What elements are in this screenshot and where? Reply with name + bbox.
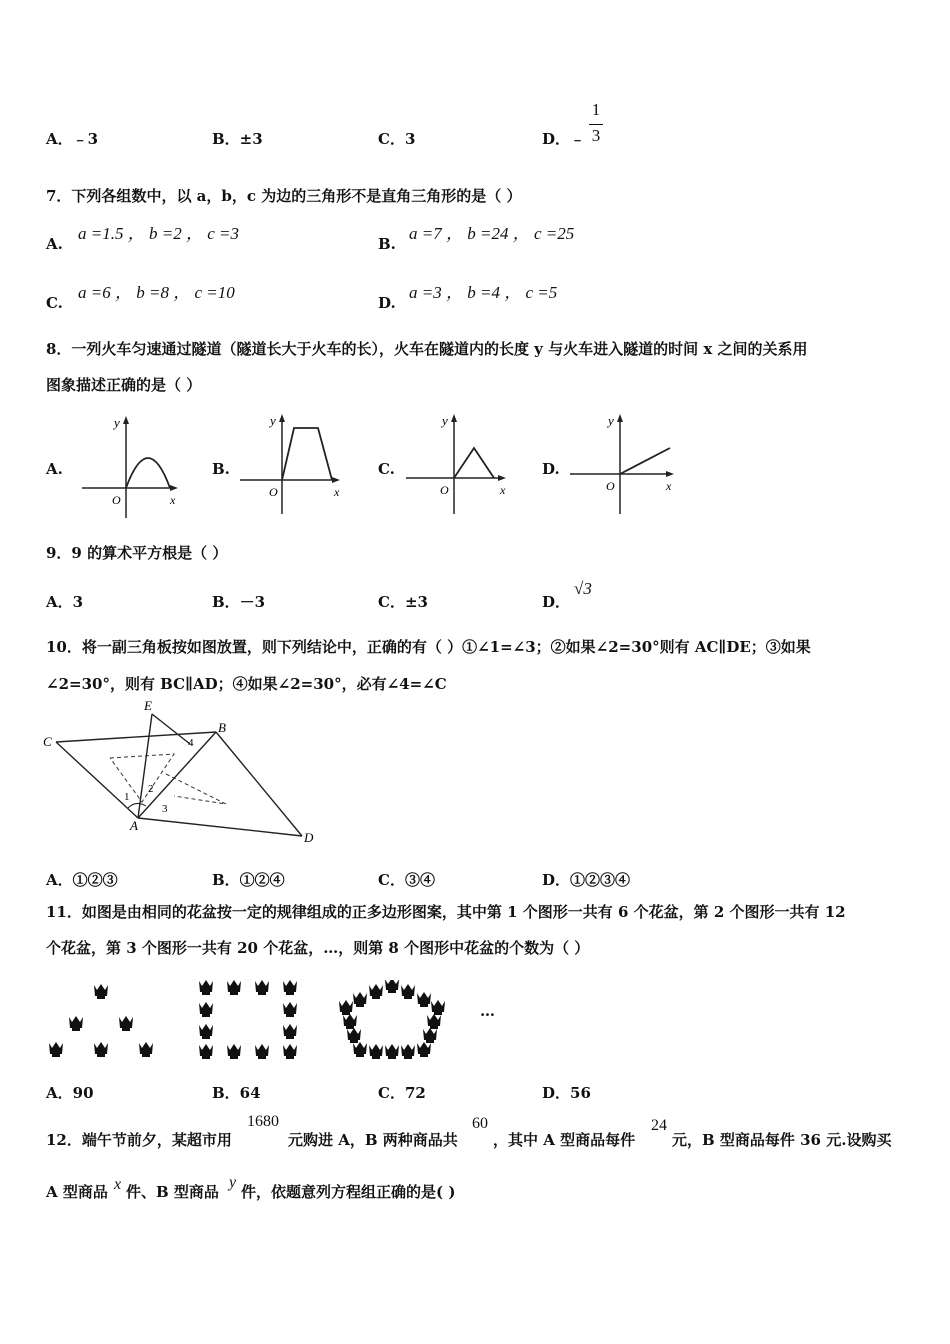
q11-stem-line2: 个花盆，第 3 个图形一共有 20 个花盆，…，则第 8 个图形中花盆的个数为（ ） (46, 939, 590, 957)
q11-ellipsis: … (480, 1002, 495, 1020)
q10-triangle-figure (40, 700, 330, 850)
y-axis-label: y (608, 413, 614, 428)
label-angle-1: 1 (124, 791, 130, 803)
q8-option-a-label: A. (46, 460, 63, 478)
q9-option-c: C．±3 (378, 593, 428, 611)
q12-text-part3: ，其中 A 型商品每件 (493, 1131, 636, 1149)
q6-option-d-numerator: 1 (591, 100, 601, 119)
q7-option-a-label: A. (46, 235, 63, 253)
q11-stem-line1: 11．如图是由相同的花盆按一定的规律组成的正多边形图案，其中第 1 个图形一共有 6 个花盆，第 2 个图形一共有 12 (46, 903, 846, 921)
pattern-triangle (49, 984, 153, 1057)
q7-option-a-math: a =1.5 ， b =2 ， c =3 (78, 224, 239, 243)
label-angle-4: 4 (188, 737, 194, 749)
q12-number-60: 60 (472, 1115, 488, 1132)
q10-stem-line2: ∠2=30°，则有 BC∥AD；④如果∠2=30°，必有∠4=∠C (46, 675, 447, 693)
q8-graph-b (236, 408, 348, 520)
q8-stem-line2: 图象描述正确的是（ ） (46, 376, 202, 394)
q6-option-a: A．﹣3 (46, 130, 99, 148)
pattern-pentagon (339, 980, 445, 1059)
q12-line2-part1: A 型商品 (46, 1183, 108, 1201)
q12-number-1680: 1680 (247, 1113, 279, 1130)
pattern-square (199, 980, 297, 1059)
x-axis-label: x (666, 479, 672, 493)
q6-option-b: B．±3 (212, 130, 263, 148)
origin-label: O (440, 483, 449, 497)
y-axis-label: y (442, 413, 448, 428)
q6-option-d-prefix: D．﹣ (542, 130, 586, 148)
q8-graph-d (566, 408, 682, 520)
fraction-bar (589, 124, 603, 125)
q12-line2-part3: 件，依题意列方程组正确的是( ) (241, 1183, 456, 1201)
q6-option-d-denominator: 3 (591, 126, 601, 145)
q12-text-part4: 元，B 型商品每件 36 元.设购买 (672, 1131, 892, 1149)
q9-option-a: A．3 (46, 593, 84, 611)
q7-stem: 7．下列各组数中，以 a，b，c 为边的三角形不是直角三角形的是（ ） (46, 187, 522, 205)
q9-option-b: B．－3 (212, 593, 266, 611)
x-axis-label: x (500, 483, 506, 497)
q8-option-b-label: B. (212, 460, 230, 478)
q12-line2-part2: 件、B 型商品 (126, 1183, 219, 1201)
x-axis-label: x (334, 485, 340, 499)
origin-label: O (269, 485, 278, 499)
q12-number-24: 24 (651, 1117, 667, 1134)
label-angle-2: 2 (148, 783, 154, 795)
origin-label: O (112, 493, 121, 507)
label-c: C (43, 734, 52, 749)
y-axis-label: y (114, 415, 120, 430)
q11-option-a: A．90 (46, 1084, 94, 1102)
q11-option-b: B．64 (212, 1084, 261, 1102)
q11-option-d: D．56 (542, 1084, 591, 1102)
q12-text-part2: 元购进 A，B 两种商品共 (288, 1131, 458, 1149)
q9-option-d-math: √3 (574, 579, 592, 598)
q8-option-c-label: C. (378, 460, 395, 478)
q7-option-d-math: a =3 ， b =4 ， c =5 (409, 283, 558, 302)
q12-text-part1: 12．端午节前夕，某超市用 (46, 1131, 232, 1149)
q8-option-d-label: D. (542, 460, 560, 478)
q10-option-a: A．①②③ (46, 871, 118, 889)
x-axis-label: x (170, 493, 176, 507)
q11-flowerpot-patterns (46, 980, 466, 1070)
q8-graph-c (402, 408, 514, 520)
q9-option-d-label: D． (542, 593, 571, 611)
q11-option-c: C．72 (378, 1084, 426, 1102)
label-a: A (130, 818, 138, 833)
q6-option-c: C．3 (378, 130, 416, 148)
q10-option-d: D．①②③④ (542, 871, 631, 889)
label-angle-3: 3 (162, 803, 168, 815)
y-axis-label: y (270, 413, 276, 428)
q8-stem-line1: 8．一列火车匀速通过隧道（隧道长大于火车的长），火车在隧道内的长度 y 与火车进入隧道的时间 x 之间的关系用 (46, 340, 808, 358)
label-d: D (304, 830, 314, 845)
q9-stem: 9．9 的算术平方根是（ ） (46, 544, 228, 562)
q12-variable-x: x (114, 1176, 122, 1193)
q7-option-c-label: C. (46, 294, 63, 312)
label-b: B (218, 720, 226, 735)
q7-option-c-math: a =6 ， b =8 ， c =10 (78, 283, 235, 302)
q12-variable-y: y (229, 1174, 237, 1191)
label-e: E (144, 700, 152, 713)
q10-option-b: B．①②④ (212, 871, 285, 889)
q7-option-b-label: B. (378, 235, 396, 253)
origin-label: O (606, 479, 615, 493)
q7-option-d-label: D. (378, 294, 396, 312)
q10-stem-line1: 10．将一副三角板按如图放置，则下列结论中，正确的有（ ）①∠1=∠3；②如果∠2=30°则有 AC∥DE；③如果 (46, 638, 811, 656)
q7-option-b-math: a =7 ， b =24 ， c =25 (409, 224, 575, 243)
q10-option-c: C．③④ (378, 871, 435, 889)
q8-graph-a (74, 410, 184, 522)
